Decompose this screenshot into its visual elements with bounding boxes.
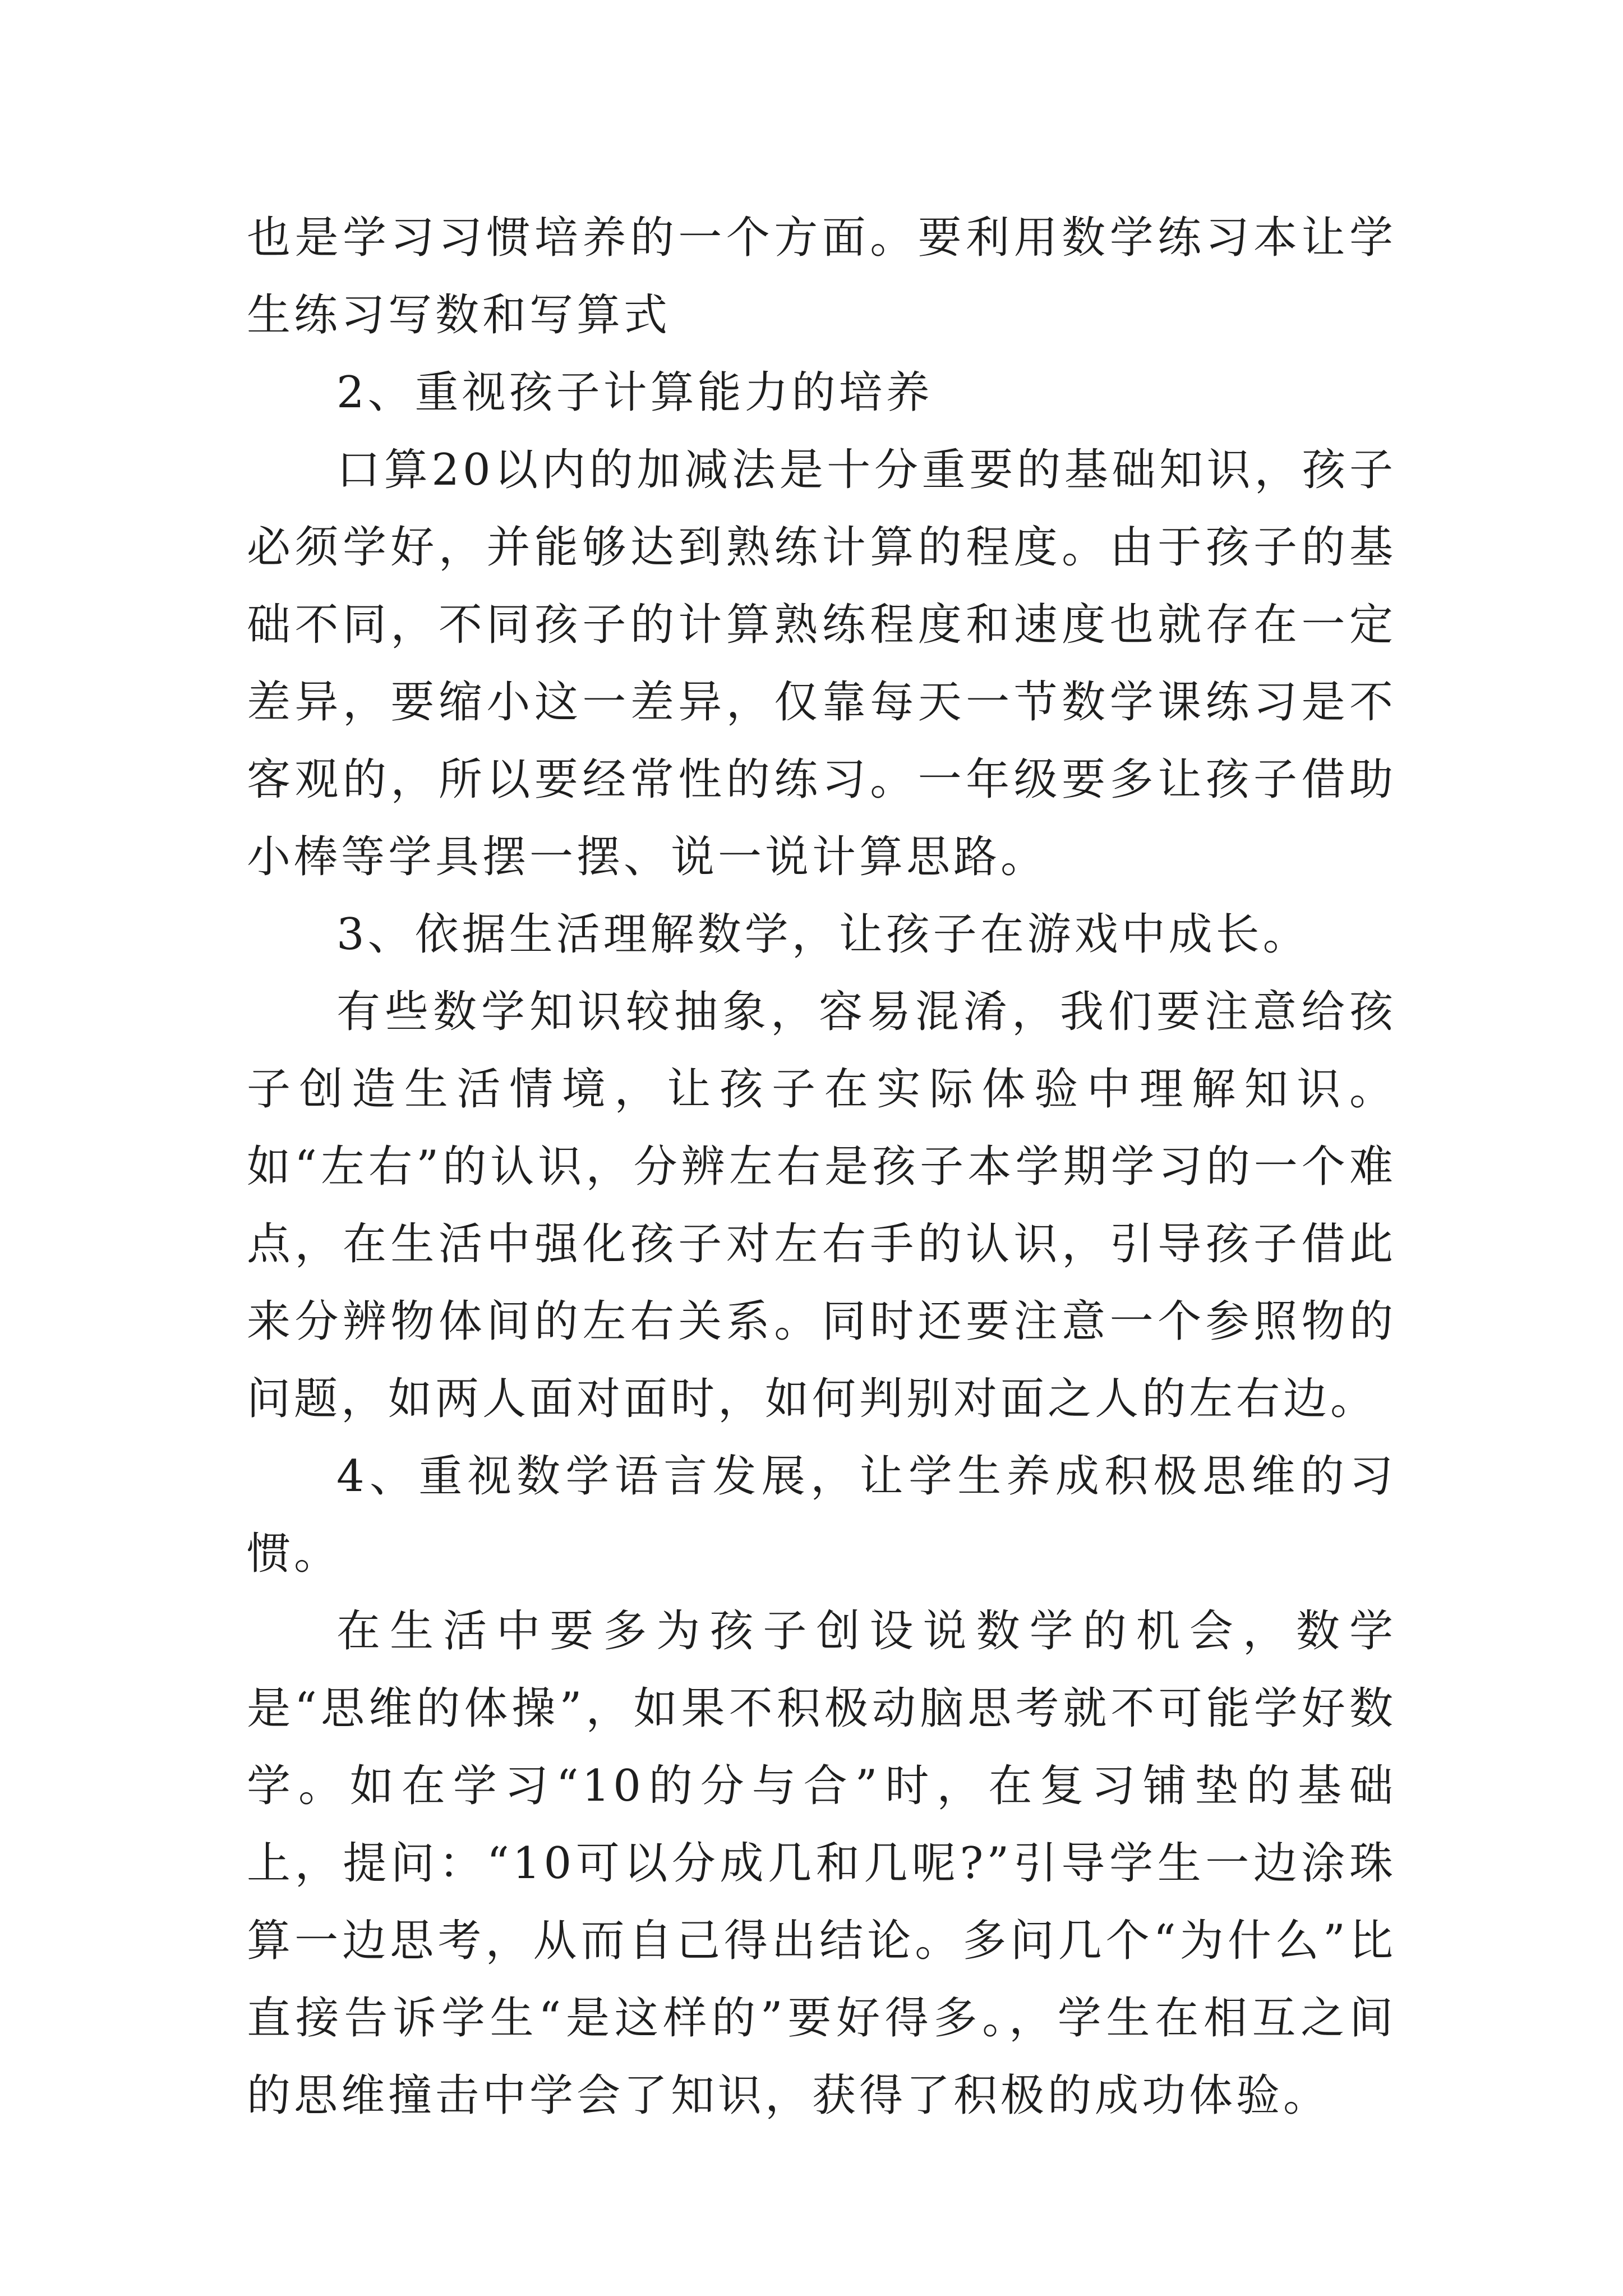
section-heading-3: 3、依据生活理解数学，让孩子在游戏中成长。 — [336, 909, 1310, 960]
paragraph-calculation: 口算20以内的加减法是十分重要的基础知识，孩子必须学好，并能够达到熟练计算的程度。由于孩子的基础不同，不同孩子的计算熟练程度和速度也就存在一定差异，要缩小这一差异，仅靠每天一节数学课练习是不客观的，所以要经常性的练习。一年级要多让孩子借助小棒等学具摆一摆、说一说计算思路。 — [247, 445, 1396, 882]
section-heading-4: 4、重视数学语言发展，让学生养成积极思维的习惯。 — [247, 1451, 1396, 1579]
section-heading-2: 2、重视孩子计算能力的培养 — [336, 367, 933, 418]
paragraph-math-language: 在生活中要多为孩子创设说数学的机会，数学是“思维的体操”，如果不积极动脑思考就不可能学好数学。如在学习“10的分与合”时，在复习铺垫的基础上，提问：“10可以分成几和几呢?”引导学生一边涂珠算一边思考，从而自己得出结论。多问几个“为什么”比直接告诉学生“是这样的”要好得多。，学生在相互之间的思维撞击中学会了知识，获得了积极的成功体验。 — [247, 1606, 1396, 2121]
paragraph-life-math: 有些数学知识较抽象，容易混淆，我们要注意给孩子创造生活情境，让孩子在实际体验中理解知识。如“左右”的认识，分辨左右是孩子本学期学习的一个难点，在生活中强化孩子对左右手的认识，引导孩子借此来分辨物体间的左右关系。同时还要注意一个参照物的问题，如两人面对面时，如何判别对面之人的左右边。 — [247, 987, 1396, 1424]
document-body — [247, 199, 1396, 2134]
paragraph-continuation: 也是学习习惯培养的一个方面。要利用数学练习本让学生练习写数和写算式 — [247, 213, 1396, 341]
